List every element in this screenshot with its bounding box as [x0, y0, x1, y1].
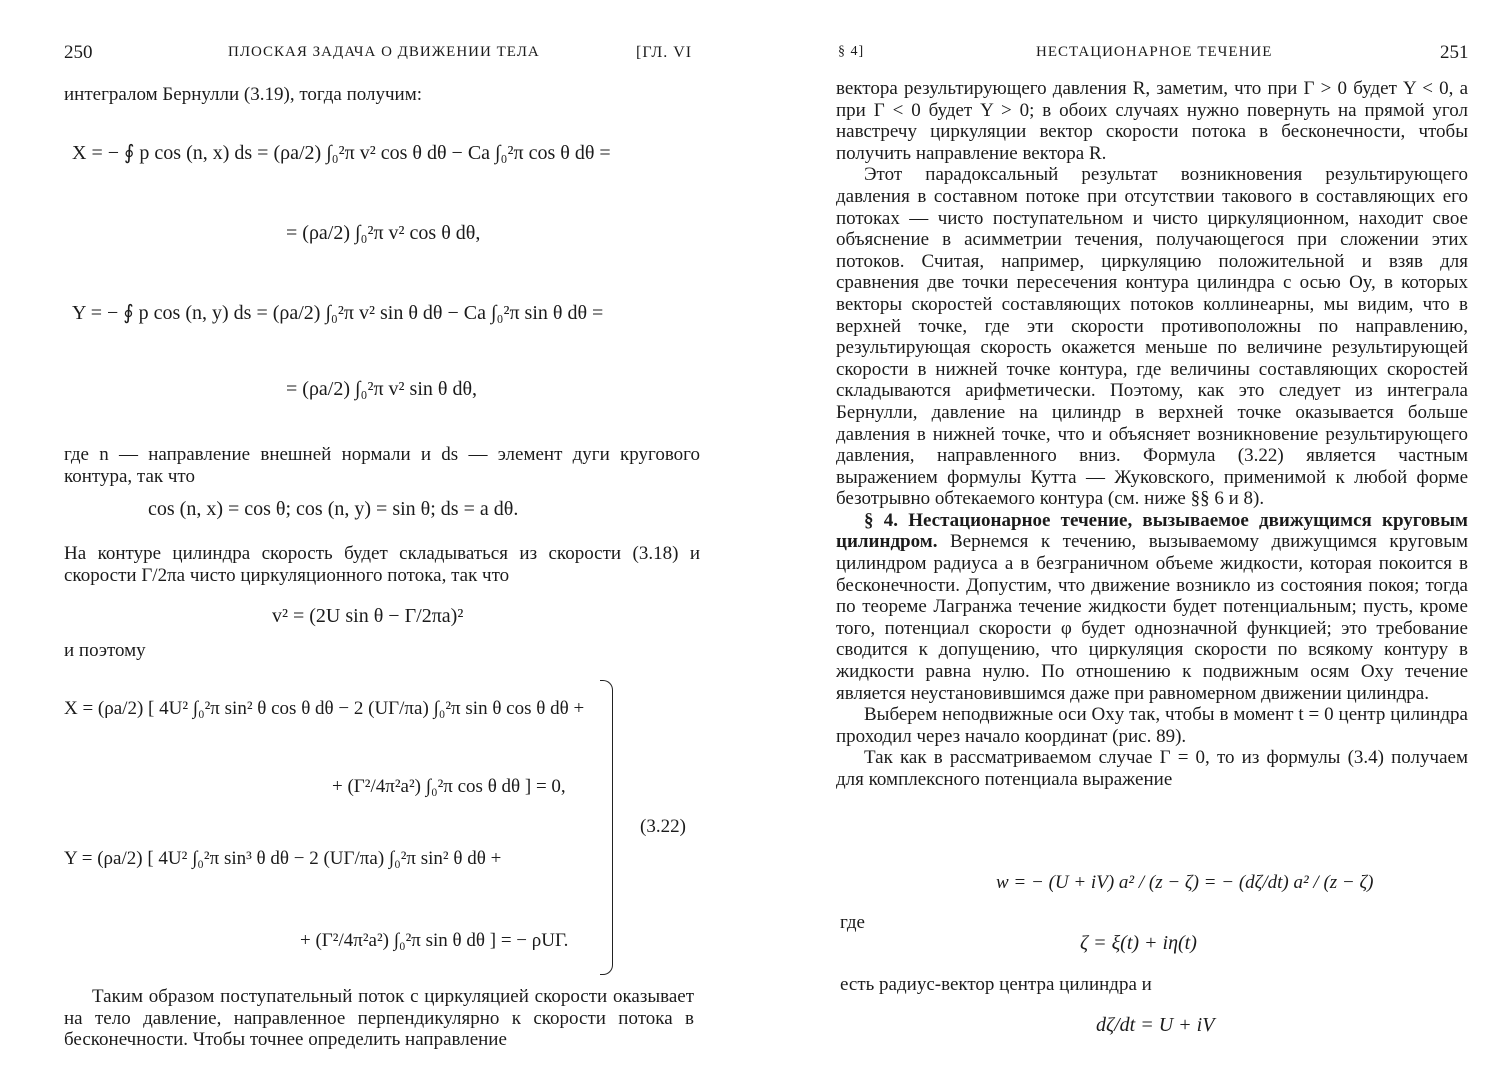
equation-big-x1: X = (ρa/2) [ 4U² ∫₀²π sin² θ cos θ dθ − 2 (UΓ/πa) ∫₀²π sin θ cos θ dθ + [64, 698, 585, 719]
radius-vector-text: есть радиус-вектор центра цилиндра и [840, 974, 1152, 995]
equation-w: w = − (U + iV) a² / (z − ζ) = − (dζ/dt) a² / (z − ζ) [996, 872, 1374, 893]
equation-big-y1: Y = (ρa/2) [ 4U² ∫₀²π sin³ θ dθ − 2 (UΓ/πa) ∫₀²π sin² θ dθ + [64, 848, 502, 869]
equation-y-line2: = (ρa/2) ∫₀²π v² sin θ dθ, [286, 378, 478, 400]
equation-dzeta: dζ/dt = U + iV [1096, 1014, 1215, 1036]
paragraph-5: Так как в рассматриваемом случае Γ = 0, то из формулы (3.4) получаем для комплексного потенциала выражение [836, 747, 1468, 790]
equation-big-x2: + (Γ²/4π²a²) ∫₀²π cos θ dθ ] = 0, [332, 776, 566, 797]
contour-text: На контуре цилиндра скорость будет складываться из скорости (3.18) и скорости Γ/2πa чисто циркуляционного потока, так что [64, 543, 700, 586]
section-title: § 4. Нестационарное течение, вызываемое движущимся круговым цилиндром. [836, 509, 1468, 553]
where-word: где [840, 912, 865, 933]
equation-cos: cos (n, x) = cos θ; cos (n, y) = sin θ; ds = a dθ. [148, 498, 519, 520]
right-page [752, 0, 1503, 1090]
equation-v2: v² = (2U sin θ − Γ/2πa)² [272, 605, 464, 627]
system-brace-top [600, 680, 613, 831]
intro-text: интегралом Бернулли (3.19), тогда получим: [64, 84, 422, 105]
paragraph-2: Этот парадоксальный результат возникновения результирующего давления в составном потоке при отсутствии такового в составляющих его потоках — чисто поступательном и чисто циркуляционном, находит свое объяснение в асимметрии течения, получающегося при сложении этих потоков. Считая, например, циркуляцию положительной и взяв для сравнения две точки пересечения контура цилиндра с осью Oy, в которых векторы скоростей составляющих потоков коллинеарны, мы видим, что в верхней точке, где эти скорости противоположны по направлению, результирующая скорость окажется меньше по величине результирующей скорости в нижней точке контура, где величины составляющих скоростей складываются арифметически. Поэтому, как это следует из интеграла Бернулли, давление на цилиндр в верхней точке оказывается больше давления в нижней точке, что и объясняет возникновение результирующего давления, направленного вниз. Формула (3.22) является частным выражением формулы Кутта — Жуковского, применимой к любой форме безотрывно обтекаемого контура (см. ниже §§ 6 и 8). [836, 164, 1468, 510]
running-head: НЕСТАЦИОНАРНОЕ ТЕЧЕНИЕ [1036, 44, 1273, 60]
page-number: 250 [64, 42, 93, 63]
equation-x-line2: = (ρa/2) ∫₀²π v² cos θ dθ, [286, 222, 481, 244]
equation-x-line1: X = − ∮ p cos (n, x) ds = (ρa/2) ∫₀²π v² cos θ dθ − Ca ∫₀²π cos θ dθ = [72, 142, 611, 164]
system-brace-bottom [600, 828, 613, 975]
paragraph-1: вектора результирующего давления R, заметим, что при Γ > 0 будет Y < 0, а при Γ < 0 будет Y > 0; в обоих случаях нужно повернуть на прямой угол навстречу циркуляции вектор скорости потока в бесконечности, чтобы получить направление вектора R. [836, 78, 1468, 164]
equation-number: (3.22) [640, 816, 686, 837]
therefore-text: и поэтому [64, 640, 146, 661]
equation-zeta: ζ = ξ(t) + iη(t) [1080, 932, 1197, 954]
paragraph-4: Выберем неподвижные оси Oxy так, чтобы в момент t = 0 центр цилиндра проходил через начало координат (рис. 89). [836, 704, 1468, 747]
equation-y-line1: Y = − ∮ p cos (n, y) ds = (ρa/2) ∫₀²π v² sin θ dθ − Ca ∫₀²π sin θ dθ = [72, 302, 604, 324]
equation-big-y2: + (Γ²/4π²a²) ∫₀²π sin θ dθ ] = − ρUΓ. [300, 930, 569, 951]
where-text: где n — направление внешней нормали и ds — элемент дуги кругового контура, так что [64, 444, 700, 487]
chapter-ref: [ГЛ. VI [636, 44, 693, 61]
section-ref: § 4] [838, 44, 865, 59]
section-paragraph [836, 510, 1468, 704]
page-number: 251 [1440, 42, 1469, 63]
text-column [836, 78, 1468, 791]
paragraph-3: Вернемся к течению, вызываемому движущимся круговым цилиндром радиуса a в безграничном объеме жидкости, которая покоится в бесконечности. Допустим, что движение возникло из состояния покоя; тогда по теореме Лагранжа течение жидкости будет потенциальным; пусть, кроме того, потенциал скорости φ будет однозначной функцией; это требование сводится к допущению, что циркуляция скорости по всякому контуру в жидкости равна нулю. По отношению к подвижным осям Oxy течение является неустановившимся даже при равномерном движении цилиндра. [836, 531, 1468, 704]
final-paragraph: Таким образом поступательный поток с циркуляцией скорости оказывает на тело давление, направленное перпендикулярно к скорости потока в бесконечности. Чтобы точнее определить направление [64, 986, 694, 1051]
running-head: ПЛОСКАЯ ЗАДАЧА О ДВИЖЕНИИ ТЕЛА [228, 44, 540, 60]
